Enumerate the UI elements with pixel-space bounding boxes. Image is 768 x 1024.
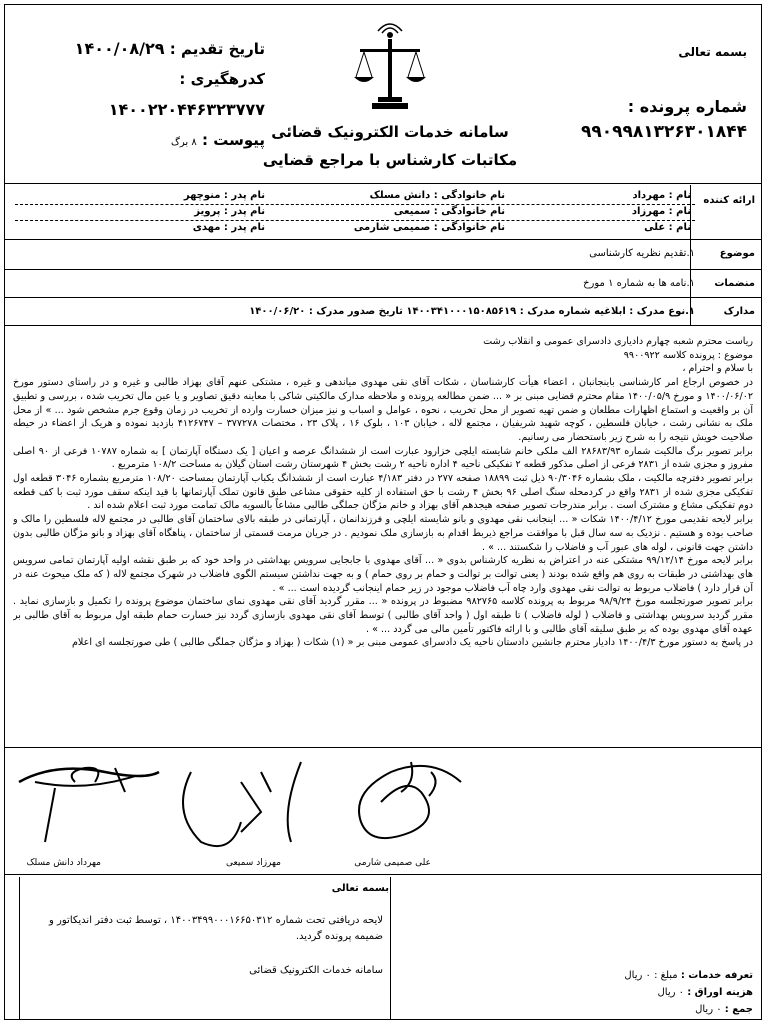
total-label: جمع : [724, 1004, 753, 1015]
case-details [5, 185, 761, 326]
first-name: نام : مهرزاد [631, 206, 691, 217]
tracking-code: ۱۴۰۰۲۲۰۴۴۶۳۲۳۷۷۷ [108, 100, 265, 119]
attachments-label: منضمات [714, 278, 755, 289]
body-paragraph: موضوع : پرونده کلاسه ۹۹۰۰۹۲۲ [623, 349, 753, 361]
document-page [4, 4, 762, 1020]
signer-name: علی صمیمی شارمی [354, 858, 431, 868]
case-info [517, 45, 747, 142]
body-paragraph: برابر لایحه مورخ ۹۹/۱۲/۱۴ مشتکی عنه در اعتراض به نظریه کارشناس بدوی « ... آقای مهدوی با جابجایی سرویس بهداشتی در واحد خود که بر طبق نقشه اولیه آپارتمان تمامی سرویس های بهداشتی در طبقات به روی هم واقع شده بودند ( یعنی توالت بر توالت و حمام بر روی حمام ) و به جهت نداشتن سیستم الگوی فاضلاب در شهرک مجتمع لاله ( که ملک میحوث عنه در آن قرار دارد ) فاضلاب مربوط به توالت نقی مهدوی وارد چاه آب فاضلاب موجود در زیر حمام اینجانب گردیده است ... » . [13, 555, 753, 594]
row-separator [5, 239, 761, 240]
system-subtitle: مکاتبات کارشناس با مراجع قضایی [262, 151, 518, 169]
signature-graphic [15, 752, 165, 856]
submitter-label: ارائه کننده [703, 195, 755, 206]
body-paragraph: برابر لایحه تقدیمی مورخ ۱۴۰۰/۴/۱۲ شکات « ... اینجانب نقی مهدوی و بانو شایسته ایلچی و فرزندانمان ، آپارتمانی در طبقه بالای ساختمان آقای طالبی در مجتمع لاله فلسطین را مالک و صاحب بوده و هستیم . نزدیک به سه سال قبل با موافقت مراجع ذیربط اقدام به بازسازی ملک نمودیم . در جریان مرمت قسمتی از ساختمان ، پناهگاه آقای بهزاد و بانو مژگان طالبی بدون داشتن جهت قانونی ، لوله های عبور آب و فاضلاب را شکستند ... » . [13, 514, 753, 553]
signer-name: مهرداد دانش مسلک [26, 858, 101, 868]
first-name: نام : علی [644, 222, 691, 233]
registration-text: لایحه دریافتی تحت شماره ۱۴۰۰۳۴۹۹۰۰۰۱۶۶۵۰۳۱۲ ، توسط ثبت دفتر اندیکاتور و ضمیمه پرونده گردید. [49, 915, 383, 942]
tracking-label: کدرهگیری : [179, 70, 265, 88]
row-separator [5, 269, 761, 270]
documents-value: ۱.نوع مدرک : ابلاغیه شماره مدرک : ۱۴۰۰۳۴۱۰۰۰۱۵۰۸۵۶۱۹ تاریخ صدور مدرک : ۱۴۰۰/۰۶/۲۰ [249, 306, 695, 317]
last-name: نام خانوادگی : دانش مسلک [369, 190, 505, 201]
row-separator [5, 297, 761, 298]
father-name: نام پدر : پرویز [194, 206, 265, 217]
paper-cost-value: ۰ ریال [657, 987, 685, 998]
body-paragraph: در خصوص ارجاع امر کارشناسی باینجانبان ، اعضاء هیأت کارشناسان ، شکات آقای نقی مهدوی میاندهی و غیره ، مشتکی عنهم آقای بهزاد طالبی و غیره و در راستای دستور مورخ ۱۴۰۰/۰۶/۰۲ و مورخ ۱۴۰۰/۰۵/۹ مقام محترم قضایی مبنی بر « ... ضمن مطالعه پرونده و ملاحظه مدارک مالکیتی شاکی با معاینه دقیق تصاویر و یا عین مال تخریب شده ، بررسی و تطبیق آن بر واقعیت و استماع اظهارات مطلعان و ضمن تهیه تصویر از محل تخریب ، نحوه ، عوامل و اسباب و نیز میزان خسارت وارده از تخریب در زمان وقوع جرم مشخص شود ... » از محل ملک به نشانی رشت ، خیابان فلسطین ، کوچه شهید شریفیان ، مجتمع لاله ، خیابان ۱۰۳ ، بلوک ۱۶ ، پلاک ۲۳ ، مختصات ۳۷۷۲۷۸ – ۴۱۲۶۷۴۷ بازدید نموده و هریک از اعضاء در حیطه صلاحیت خویش نتیجه را به شرح زیر باستحضار می رسانیم. [13, 377, 753, 443]
total-row [624, 1001, 753, 1018]
fee-row [624, 967, 753, 984]
report-body [13, 335, 753, 743]
registration-footer [5, 877, 761, 1019]
attachment-count: ۸ برگ [170, 137, 197, 148]
document-header [5, 5, 761, 184]
body-paragraph: برابر تصویر دفترچه مالکیت ، ملک بشماره ۹۰/۳۰۴۶ ذیل ثبت ۱۸۸۹۹ صفحه ۲۷۷ در دفتر ۴/۱۸۳ عبارت است از ششدانگ یکباب آپارتمان بمساحت ۱۰۸/۲۰ مترمربع بشماره ۳۰۴۶ قطعه اول تفکیکی مجزی شده از ۲۸۳۱ واقع در کردمحله سنگ اصلی ۹۶ بخش ۴ رشت با حق استفاده از کلیه حقوقی مشاعی طبق قانون تملک آپارتمانها با قید اینکه سقف مورد ثبت با کف قطعه دوم تفکیکی مشاع و مشترک است . برابر مندرجات تصویر صفحه هیجدهم آقای بهزاد و خانم مژگان جملگی طالبی مشاعاً بالسویه مالک تمامت مورد ثبت اعلام شده اند . [13, 473, 753, 512]
father-name: نام پدر : مهدی [192, 222, 265, 233]
signer-name: مهرزاد سمیعی [226, 858, 281, 868]
submitter-row [15, 205, 695, 221]
attachment-label: پیوست : [201, 131, 265, 149]
submitter-row [15, 221, 695, 236]
footer-besmellah: بسمه تعالی [331, 883, 389, 894]
paper-cost-label: هزینه اوراق : [687, 987, 753, 998]
scales-of-justice-icon [352, 19, 428, 119]
body-paragraph: در پاسخ به دستور مورخ ۱۴۰۰/۴/۳ دادیار محترم جانشین دادستان ناحیه یک دادسرای عمومی مبنی بر « (۱) شکات ( بهزاد و مژگان جملگی طالبی ) طی صورتجلسه ای اعلام [71, 637, 753, 649]
besmellah: بسمه تعالی [678, 45, 747, 59]
signature-graphic [311, 752, 471, 856]
last-name: نام خانوادگی : صمیمی شارمی [353, 222, 505, 233]
signatures-section [5, 747, 761, 875]
total-value: ۰ ریال [695, 1004, 722, 1015]
submitter-row [15, 189, 695, 205]
footer-system-name: سامانه خدمات الکترونیک قضائی [249, 965, 383, 976]
case-number-label: شماره پرونده : [627, 97, 747, 116]
subject-label: موضوع [719, 248, 755, 259]
case-number: ۹۹۰۹۹۸۱۳۲۶۳۰۱۸۴۴ [580, 122, 747, 142]
registration-box [19, 877, 391, 1019]
father-name: نام پدر : منوچهر [183, 190, 265, 201]
header-center [245, 19, 535, 169]
submitter-list [15, 189, 695, 237]
body-paragraph: برابر تصویر برگ مالکیت شماره ۲۸۶۸۳/۹۳ الف ملکی خانم شایسته ایلچی خزارود عبارت است از ششدانگ عرصه و اعیان [ یک دستگاه آپارتمان ] به شماره ۱۰۷۸۷ فرعی از ۹۰ اصلی مفروز و مجزی شده از ۲۸۳۱ فرعی از اصلی مذکور قطعه ۲ تفکیکی ناحیه ۴ اداره ناحیه ۲ رشت بخش ۴ شهرستان رشت استان گیلان به مساحت ۱۰۸/۲ مترمربع . [13, 445, 753, 471]
attachments-value: ۱.نامه ها به شماره ۱ مورخ [583, 278, 695, 289]
submit-date: ۱۴۰۰/۰۸/۲۹ [74, 39, 165, 58]
fee-label: تعرفه خدمات : [680, 970, 753, 981]
last-name: نام خانوادگی : سمیعی [393, 206, 505, 217]
first-name: نام : مهرداد [632, 190, 691, 201]
system-title: سامانه خدمات الکترونیک قضائی [271, 123, 509, 141]
body-paragraph: ریاست محترم شعبه چهارم دادیاری دادسرای عمومی و انقلاب رشت [483, 336, 753, 347]
body-paragraph: برابر تصویر صورتجلسه مورخ ۹۸/۹/۲۴ مربوط به پرونده کلاسه ۹۸۲۷۶۵ مضبوط در پرونده « ... مقرر گردید آقای نقی مهدوی نمای ساختمان موضوع پرونده را تکمیل و بازسازی نماید . مقرر گردید سرویس بهداشتی و فاضلاب ( لوله فاضلاب ) تا طبقه اول ( واحد آقای طالبی ) توسط آقای نقی مهدوی بازسازی گردد نیز خسارت حمام طبقه اول مربوط به آقای طالبی بر عهده آقای مهدوی بوده که بر طبق سلیقه آقای طالبی و با ارائه فاکتور تأمین مالی می گردد ... » . [13, 596, 753, 635]
subject-value: ۱.تقدیم نظریه کارشناسی [589, 248, 695, 259]
documents-label: مدارک [723, 306, 755, 317]
fees-block [624, 967, 753, 1018]
paper-cost-row [624, 984, 753, 1001]
submit-date-label: تاریخ تقدیم : [169, 40, 265, 58]
submit-date-row [25, 39, 265, 58]
fee-value: مبلغ : ۰ ریال [624, 970, 678, 981]
attachment-row [25, 131, 265, 149]
submission-info [25, 39, 265, 161]
signature-graphic [171, 752, 321, 856]
body-paragraph: با سلام و احترام ، [682, 363, 753, 375]
